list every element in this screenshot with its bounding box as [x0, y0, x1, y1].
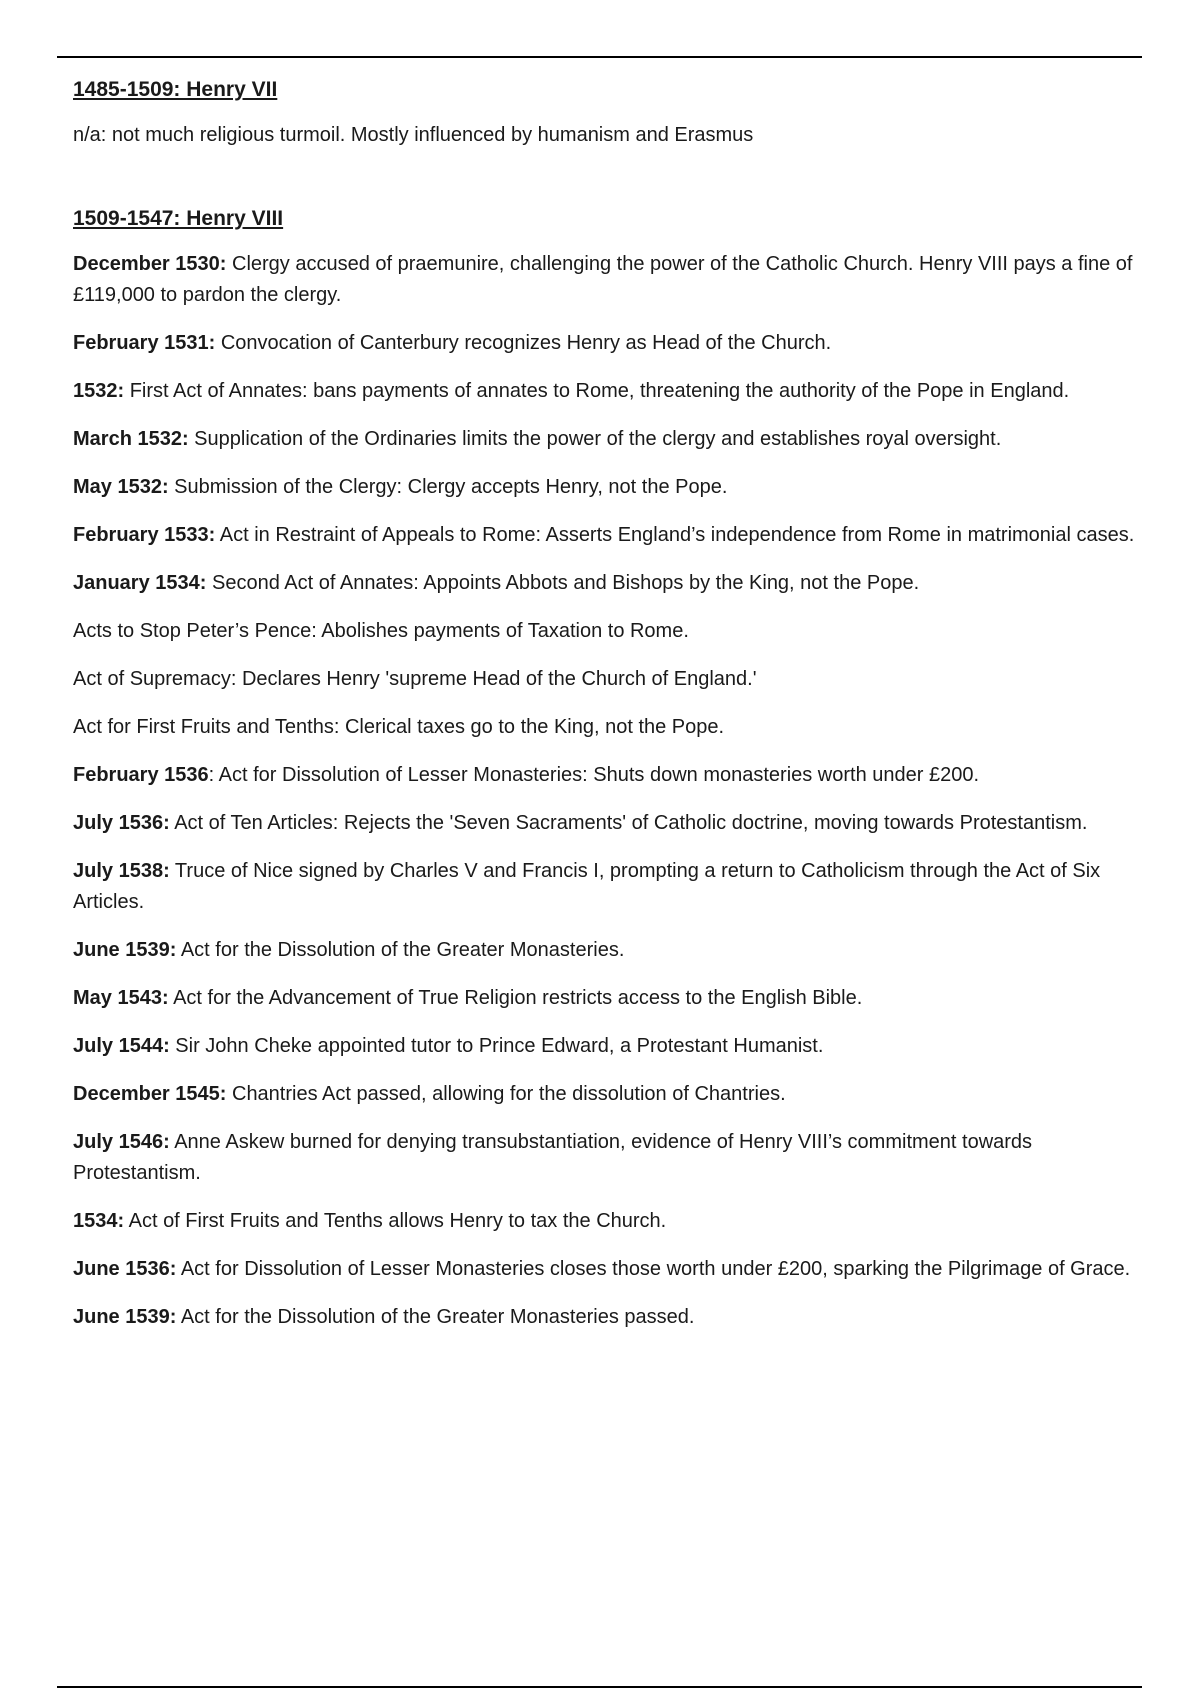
entry-date: July 1546: — [73, 1131, 170, 1153]
entry-text: Sir John Cheke appointed tutor to Prince Edward, a Protestant Humanist. — [169, 1035, 824, 1057]
timeline-entry — [73, 1079, 1148, 1110]
entry-text: Anne Askew burned for denying transubstantiation, evidence of Henry VIII’s commitment towards Protestantism. — [73, 1131, 1033, 1184]
timeline-entry — [73, 664, 1148, 695]
entry-text: Act in Restraint of Appeals to Rome: Asserts England’s independence from Rome in matrimonial cases. — [215, 524, 1135, 546]
timeline-entry — [73, 856, 1148, 918]
entry-text: Convocation of Canterbury recognizes Henry as Head of the Church. — [215, 332, 832, 354]
entry-text: Truce of Nice signed by Charles V and Francis I, prompting a return to Catholicism through the Act of Six Articles. — [73, 860, 1101, 913]
entry-text: Act of Ten Articles: Rejects the 'Seven Sacraments' of Catholic doctrine, moving towards Protestantism. — [169, 812, 1088, 834]
entry-date: February 1533: — [73, 524, 216, 546]
timeline-entry — [73, 520, 1148, 551]
timeline-entry — [73, 249, 1148, 311]
timeline-entry — [73, 328, 1148, 359]
entry-date: February 1536 — [73, 764, 209, 786]
timeline-entry — [73, 568, 1148, 599]
entry-text: : Act for Dissolution of Lesser Monasteries: Shuts down monasteries worth under £200. — [208, 764, 980, 786]
entry-text: Act of First Fruits and Tenths allows Henry to tax the Church. — [124, 1210, 667, 1232]
entry-text: Acts to Stop Peter’s Pence: Abolishes payments of Taxation to Rome. — [73, 620, 689, 642]
document-body — [73, 74, 1148, 1350]
entry-text: Act for the Dissolution of the Greater Monasteries passed. — [176, 1306, 695, 1328]
timeline-entry — [73, 935, 1148, 966]
timeline-entry — [73, 1031, 1148, 1062]
entry-date: May 1532: — [73, 476, 169, 498]
timeline-entry — [73, 1127, 1148, 1189]
entry-date: February 1531: — [73, 332, 216, 354]
entry-text: Clergy accused of praemunire, challenging the power of the Catholic Church. Henry VIII pays a fine of £119,000 to pardon the clergy. — [73, 253, 1133, 306]
entry-date: December 1530: — [73, 253, 227, 275]
entry-text: Act of Supremacy: Declares Henry 'supreme Head of the Church of England.' — [73, 668, 757, 690]
timeline-entry — [73, 983, 1148, 1014]
top-divider — [57, 56, 1142, 58]
entry-date: July 1544: — [73, 1035, 170, 1057]
entry-text: First Act of Annates: bans payments of annates to Rome, threatening the authority of the Pope in England. — [124, 380, 1070, 402]
entry-text: Act for Dissolution of Lesser Monasteries closes those worth under £200, sparking the Pilgrimage of Grace. — [176, 1258, 1131, 1280]
entry-date: 1534: — [73, 1210, 125, 1232]
timeline-entry — [73, 712, 1148, 743]
section-heading-henry-viii: 1509-1547: Henry VIII — [73, 207, 284, 230]
entry-text: Act for First Fruits and Tenths: Clerical taxes go to the King, not the Pope. — [73, 716, 725, 738]
bottom-divider — [57, 1686, 1142, 1688]
entry-date: June 1536: — [73, 1258, 177, 1280]
timeline-entry — [73, 1206, 1148, 1237]
entry-date: June 1539: — [73, 939, 177, 961]
entry-text: Act for the Dissolution of the Greater Monasteries. — [176, 939, 625, 961]
timeline-entry — [73, 1302, 1148, 1333]
entry-date: 1532: — [73, 380, 125, 402]
timeline-entry — [73, 808, 1148, 839]
entry-text: Chantries Act passed, allowing for the dissolution of Chantries. — [226, 1083, 786, 1105]
entry-date: March 1532: — [73, 428, 189, 450]
entry-date: July 1536: — [73, 812, 170, 834]
timeline-entry — [73, 760, 1148, 791]
section-note-henry-vii: n/a: not much religious turmoil. Mostly influenced by humanism and Erasmus — [73, 124, 754, 146]
entry-date: June 1539: — [73, 1306, 177, 1328]
entry-date: May 1543: — [73, 987, 169, 1009]
entry-date: January 1534: — [73, 572, 207, 594]
timeline-entry — [73, 616, 1148, 647]
section-heading-henry-vii: 1485-1509: Henry VII — [73, 78, 278, 101]
timeline-entry — [73, 424, 1148, 455]
entry-date: July 1538: — [73, 860, 170, 882]
entry-text: Second Act of Annates: Appoints Abbots and Bishops by the King, not the Pope. — [206, 572, 920, 594]
entry-text: Submission of the Clergy: Clergy accepts Henry, not the Pope. — [168, 476, 728, 498]
timeline-entry — [73, 472, 1148, 503]
entry-date: December 1545: — [73, 1083, 227, 1105]
timeline-entry — [73, 376, 1148, 407]
entry-text: Supplication of the Ordinaries limits the power of the clergy and establishes royal oversight. — [188, 428, 1002, 450]
timeline-entry — [73, 1254, 1148, 1285]
entry-text: Act for the Advancement of True Religion restricts access to the English Bible. — [168, 987, 863, 1009]
